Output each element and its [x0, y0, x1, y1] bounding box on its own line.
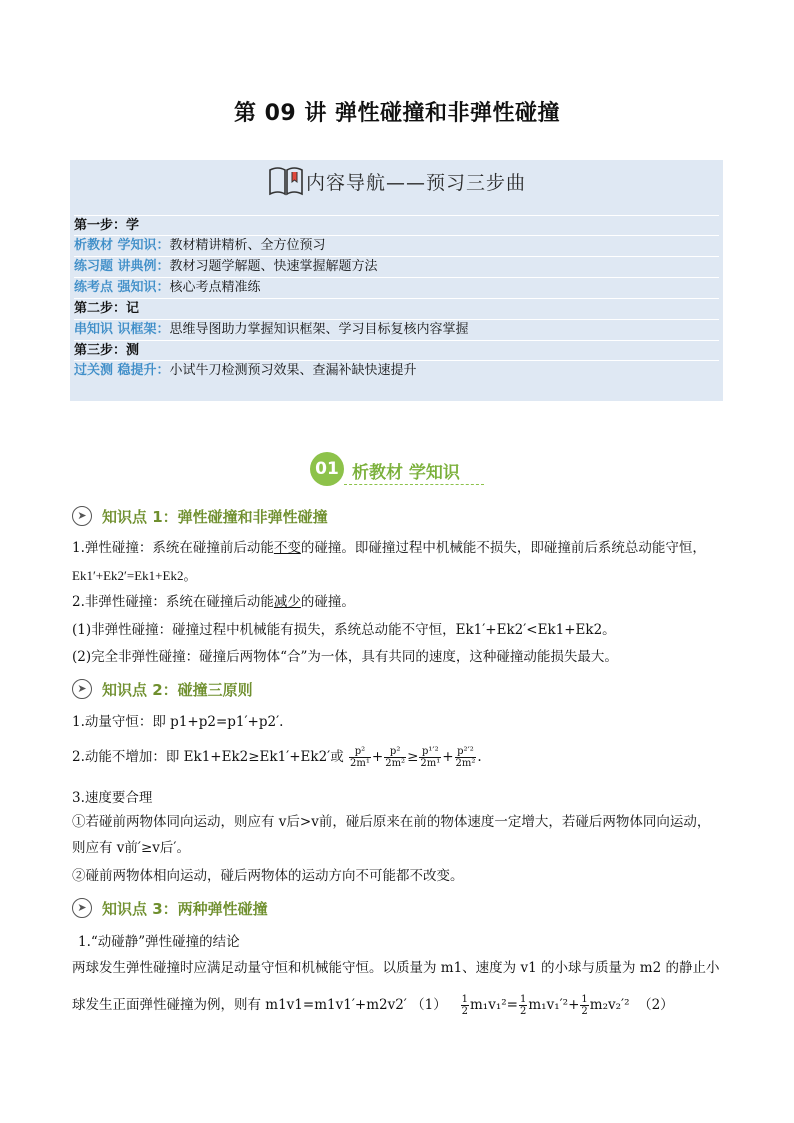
kp1-line-3b: 的碰撞。: [300, 594, 355, 610]
kp2-line-1: 1.动量守恒：即 p1+p2=p1′+p2′.: [72, 714, 284, 730]
nav-row-1: [74, 235, 719, 255]
nav-step-3: [74, 340, 719, 360]
nav-row-1-text: 教材精讲精析、全方位预习: [169, 238, 326, 253]
kp2-line-4: ①若碰前两物体同向运动，则应有 v后>v前，碰后原来在前的物体速度一定增大，若碰后两物体同向运动，: [72, 814, 711, 830]
kp3-line-2: 两球发生弹性碰撞时应满足动量守恒和机械能守恒。以质量为 m1、速度为 v1 的小球与质量为 m2 的静止小: [72, 960, 720, 976]
kp3-line-1: 1.“动碰静”弹性碰撞的结论: [78, 934, 240, 950]
formula-fraction: $\frac{\text{p²}}{\text{2m¹}}$: [350, 746, 370, 769]
chevron-right-icon: ➤: [72, 506, 92, 526]
page-title: 第 09 讲 弹性碰撞和非弹性碰撞: [233, 101, 561, 126]
formula-fraction: $\frac{1}{2}$: [581, 994, 588, 1017]
kp2-line-2-text: 2.动能不增加：即 Ek1+Ek2≥Ek1′+Ek2′或: [72, 749, 344, 765]
knowledge-point-3-title: 知识点 3：两种弹性碰撞: [102, 900, 268, 918]
kp3-line-3-text: 球发生正面弹性碰撞为例，则有 m1v1=m1v1′+m2v2′ （1）: [72, 997, 447, 1013]
kp3-line-3: 球发生正面弹性碰撞为例，则有 m1v1=m1v1′+m2v2′ （1） $\frac{1}{2}$ m₁v₁²= $\frac{1}{2}$ m₁v₁′²+ $\frac{1}{2}$ m₂v₂′² （2）: [72, 994, 674, 1017]
kp1-line-1a: 1.弹性碰撞：系统在碰撞前后动能: [72, 540, 274, 556]
nav-row-4-text: 思维导图助力掌握知识框架、学习目标复核内容掌握: [169, 322, 469, 337]
kp2-line-5: 则应有 v前′≥v后′。: [72, 840, 190, 856]
nav-row-2-text: 教材习题学解题、快速掌握解题方法: [169, 259, 378, 274]
nav-row-5-text: 小试牛刀检测预习效果、查漏补缺快速提升: [169, 363, 417, 378]
kp1-line-1-underlined: 不变: [273, 540, 301, 556]
step-3-label: 第三步：测: [74, 343, 140, 358]
nav-row-2-highlight: 练习题 讲典例：: [74, 259, 170, 274]
kp1-line-4: (1)非弹性碰撞：碰撞过程中机械能有损失，系统总动能不守恒，Ek1′+Ek2′<Ek1+Ek2。: [72, 622, 616, 638]
kp1-line-1: [72, 538, 706, 558]
kp1-line-3: [72, 592, 355, 612]
kp2-line-2: 2.动能不增加：即 Ek1+Ek2≥Ek1′+Ek2′或 $\frac{\text{p²}}{\text{2m¹}}$ + $\frac{\text{p²}}{\text{2m²}}$ ≥ $\frac{\text{p¹′²}}{\text{2m¹}}$ + $\frac{\text{p²′²}}{\text{2m²}}$ .: [72, 746, 482, 769]
formula-fraction: $\frac{1}{2}$: [461, 994, 468, 1017]
nav-row-4-highlight: 串知识 识框架：: [74, 322, 170, 337]
nav-step-1: [74, 215, 719, 235]
nav-row-2: [74, 256, 719, 276]
nav-row-5-highlight: 过关测 稳提升：: [74, 363, 170, 378]
nav-row-5: [74, 360, 719, 380]
nav-row-3-text: 核心考点精准练: [169, 280, 261, 295]
kp1-line-3-underlined: 减少: [273, 594, 301, 610]
nav-step-2: [74, 298, 719, 318]
step-1-label: 第一步：学: [74, 218, 140, 233]
formula-fraction: $\frac{1}{2}$: [519, 994, 527, 1017]
kp3-line-3-number: （2）: [638, 997, 674, 1013]
formula-fraction: $\frac{\text{p²}}{\text{2m²}}$: [385, 746, 406, 769]
nav-heading: 内容导航——预习三步曲: [306, 172, 527, 194]
section-number-badge: 01: [310, 452, 344, 486]
nav-row-3-highlight: 练考点 强知识：: [74, 280, 170, 295]
section-title: 析教材 学知识: [352, 463, 460, 483]
nav-row-4: [74, 319, 719, 339]
nav-row-1-highlight: 析教材 学知识：: [74, 238, 170, 253]
chevron-right-icon: ➤: [72, 898, 92, 918]
kp1-line-1b: 的碰撞。即碰撞过程中机械能不损失，即碰撞前后系统总动能守恒，: [300, 540, 706, 556]
kp2-line-6: ②碰前两物体相向运动，碰后两物体的运动方向不可能都不改变。: [72, 868, 464, 884]
kp1-line-5: (2)完全非弹性碰撞：碰撞后两物体“合”为一体，具有共同的速度，这种碰撞动能损失最大。: [72, 649, 618, 665]
kp1-line-2: Ek1′+Ek2′=Ek1+Ek2。: [72, 568, 197, 583]
kp1-line-3a: 2.非弹性碰撞：系统在碰撞后动能: [72, 594, 274, 610]
step-2-label: 第二步：记: [74, 301, 140, 316]
formula-fraction: $\frac{\text{p¹′²}}{\text{2m¹}}$: [420, 746, 441, 769]
book-icon: [266, 160, 306, 204]
knowledge-point-2-title: 知识点 2：碰撞三原则: [102, 681, 253, 699]
chevron-right-icon: ➤: [72, 679, 92, 699]
formula-fraction: $\frac{\text{p²′²}}{\text{2m²}}$: [455, 746, 476, 769]
kp2-line-3: 3.速度要合理: [72, 790, 153, 806]
knowledge-point-1-title: 知识点 1：弹性碰撞和非弹性碰撞: [102, 508, 328, 526]
nav-row-3: [74, 277, 719, 297]
section-underline: [344, 484, 484, 485]
